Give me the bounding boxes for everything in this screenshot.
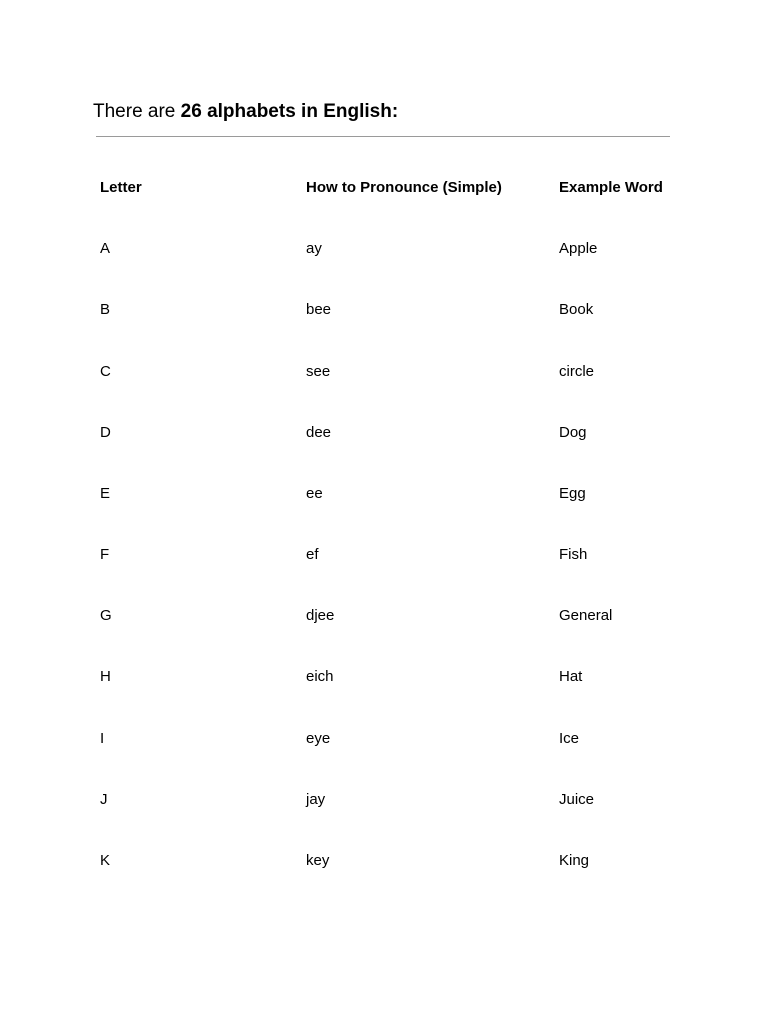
cell-letter: H [100, 668, 111, 685]
cell-example-word: Apple [559, 240, 598, 257]
heading-divider [96, 136, 670, 137]
table-row [0, 423, 768, 443]
cell-example-word: Ice [559, 730, 580, 747]
cell-pronunciation: jay [306, 791, 326, 808]
cell-letter: J [100, 791, 108, 808]
cell-letter: F [100, 546, 110, 563]
cell-letter: A [100, 240, 111, 257]
cell-pronunciation: bee [306, 301, 332, 318]
table-row [0, 606, 768, 626]
cell-letter: K [100, 852, 111, 869]
cell-example-word: Egg [559, 485, 586, 502]
table-row [0, 790, 768, 810]
page-heading [93, 100, 398, 124]
table-row [0, 362, 768, 382]
cell-pronunciation: ef [306, 546, 319, 563]
cell-example-word: circle [559, 363, 595, 380]
heading-prefix: There are [93, 101, 181, 122]
cell-pronunciation: see [306, 363, 331, 380]
table-header-row [0, 178, 768, 198]
cell-pronunciation: key [306, 852, 330, 869]
table-row [0, 729, 768, 749]
table-row [0, 239, 768, 259]
cell-pronunciation: ay [306, 240, 322, 257]
cell-letter: B [100, 301, 111, 318]
cell-letter: C [100, 363, 111, 380]
cell-pronunciation: eich [306, 668, 334, 685]
cell-example-word: General [559, 607, 613, 624]
cell-pronunciation: djee [306, 607, 335, 624]
cell-pronunciation: dee [306, 424, 332, 441]
cell-example-word: Book [559, 301, 594, 318]
table-row [0, 545, 768, 565]
table-row [0, 300, 768, 320]
table-row [0, 667, 768, 687]
cell-example-word: Hat [559, 668, 583, 685]
heading-emphasis: 26 alphabets in English: [180, 101, 399, 122]
cell-example-word: King [559, 852, 590, 869]
header-letter: Letter [100, 179, 142, 196]
cell-example-word: Dog [559, 424, 587, 441]
cell-letter: G [100, 607, 112, 624]
cell-letter: I [100, 730, 105, 747]
header-example-word: Example Word [559, 179, 663, 196]
cell-pronunciation: eye [306, 730, 331, 747]
table-row [0, 484, 768, 504]
header-pronunciation: How to Pronounce (Simple) [306, 179, 502, 196]
table-row [0, 851, 768, 871]
cell-example-word: Juice [559, 791, 595, 808]
cell-letter: E [100, 485, 111, 502]
cell-letter: D [100, 424, 111, 441]
cell-example-word: Fish [559, 546, 588, 563]
cell-pronunciation: ee [306, 485, 323, 502]
